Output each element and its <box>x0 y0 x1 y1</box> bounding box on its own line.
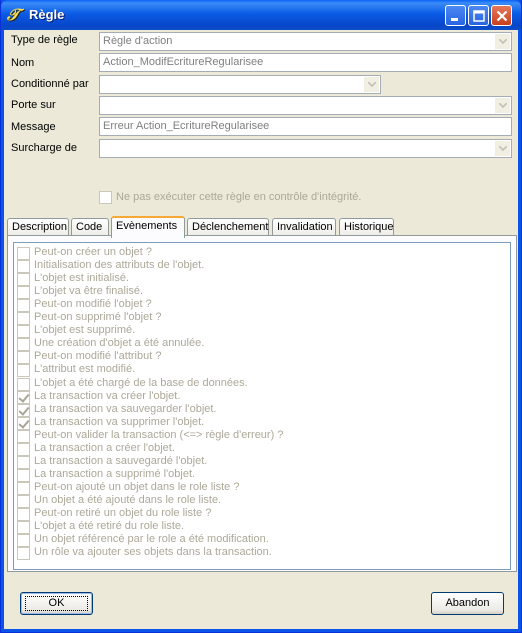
message-value: Erreur Action_EcritureRegularisee <box>103 120 270 132</box>
porte-sur-combo[interactable] <box>99 96 512 115</box>
tab-invalidation-label: Invalidation <box>277 221 333 233</box>
events-checklist[interactable] <box>13 242 511 570</box>
chevron-down-icon <box>499 103 507 108</box>
tab-historique-label: Historique <box>344 221 394 233</box>
event-checkbox[interactable] <box>17 338 30 351</box>
event-checkbox[interactable] <box>17 247 30 260</box>
close-icon <box>496 10 508 22</box>
event-label: Peut-on modifié l'objet ? <box>34 298 152 311</box>
ok-button-label: OK <box>48 597 65 609</box>
nom-field[interactable] <box>99 53 512 72</box>
conditionne-par-dropdown-arrow[interactable] <box>364 77 379 92</box>
event-checkbox[interactable] <box>17 391 30 404</box>
focus-rectangle <box>25 596 88 611</box>
event-checkbox[interactable] <box>17 456 30 469</box>
event-label: L'objet a été retiré du role liste. <box>34 520 185 533</box>
chevron-down-icon <box>368 82 376 87</box>
event-label: L'objet est initialisé. <box>34 272 130 285</box>
event-checkbox[interactable] <box>17 521 30 534</box>
abandon-button[interactable] <box>431 592 504 615</box>
event-label: Peut-on créer un objet ? <box>34 246 153 258</box>
type-regle-dropdown-arrow[interactable] <box>495 34 510 49</box>
maximize-button[interactable] <box>468 5 489 26</box>
app-logo-icon: 𝒯 <box>7 5 20 24</box>
maximize-icon <box>473 10 485 22</box>
dialog-content <box>4 30 518 629</box>
event-checkbox[interactable] <box>17 534 30 547</box>
event-checkbox[interactable] <box>17 495 30 508</box>
event-checkbox[interactable] <box>17 260 30 273</box>
event-checkbox[interactable] <box>17 482 30 495</box>
abandon-button-label: Abandon <box>445 597 490 609</box>
type-regle-label: Type de règle <box>11 34 78 46</box>
tab-evenements-label: Evènements <box>116 220 178 232</box>
event-label: Peut-on supprimé l'objet ? <box>34 311 162 324</box>
event-label: Peut-on retiré un objet du role liste ? <box>34 507 212 519</box>
event-label: La transaction va supprimer l'objet. <box>34 415 205 428</box>
event-label: La transaction a supprimé l'objet. <box>34 467 196 480</box>
event-label: La transaction va créer l'objet. <box>34 389 181 402</box>
event-label: Une création d'objet a été annulée. <box>34 337 205 350</box>
tab-evenements[interactable] <box>111 216 185 238</box>
event-label: Un rôle va ajouter ses objets dans la transaction. <box>34 546 272 559</box>
event-label: Peut-on modifié l'attribut ? <box>34 350 162 363</box>
type-regle-value: Règle d'action <box>103 35 173 47</box>
event-checkbox[interactable] <box>17 364 30 377</box>
minimize-icon <box>450 10 462 22</box>
event-checkbox[interactable] <box>17 325 30 338</box>
surcharge-de-dropdown-arrow[interactable] <box>495 141 510 156</box>
conditionne-par-combo[interactable] <box>99 75 381 94</box>
event-label: L'objet a été chargé de la base de données. <box>34 376 248 389</box>
event-checkbox[interactable] <box>17 430 30 443</box>
event-label: Initialisation des attributs de l'objet. <box>34 259 205 272</box>
event-checkbox[interactable] <box>17 378 30 391</box>
event-checkbox[interactable] <box>17 299 30 312</box>
type-regle-combo[interactable] <box>99 32 512 51</box>
close-button[interactable] <box>491 5 512 26</box>
event-checkbox[interactable] <box>17 443 30 456</box>
window-title: Règle <box>29 7 65 22</box>
event-label: L'objet est supprimé. <box>34 324 136 337</box>
event-label: Peut-on ajouté un objet dans le role liste ? <box>34 480 240 493</box>
event-checkbox[interactable] <box>17 508 30 521</box>
tab-declenchement-label: Déclenchement <box>192 221 269 233</box>
event-label: La transaction a sauvegardé l'objet. <box>34 454 208 467</box>
event-label: Peut-on valider la transaction (<=> règle d'erreur) ? <box>34 428 284 441</box>
event-checkbox[interactable] <box>17 547 30 560</box>
message-field[interactable] <box>99 117 512 136</box>
event-label: La transaction va sauvegarder l'objet. <box>34 402 217 415</box>
surcharge-de-combo[interactable] <box>99 139 512 158</box>
event-label: L'attribut est modifié. <box>34 363 136 376</box>
chevron-down-icon <box>499 39 507 44</box>
event-checkbox[interactable] <box>17 417 30 430</box>
nom-value: Action_ModifEcritureRegularisee <box>103 56 264 68</box>
ok-button[interactable] <box>20 592 93 615</box>
event-label: Un objet a été ajouté dans le role liste. <box>34 493 222 506</box>
event-label: L'objet va être finalisé. <box>34 285 144 298</box>
evenements-panel <box>7 235 517 572</box>
porte-sur-dropdown-arrow[interactable] <box>495 98 510 113</box>
title-bar[interactable] <box>1 0 521 30</box>
nom-label: Nom <box>11 57 35 69</box>
event-checkbox[interactable] <box>17 469 30 482</box>
surcharge-de-label: Surcharge de <box>11 142 78 154</box>
event-label: Un objet référencé par le role a été modification. <box>34 533 269 546</box>
message-label: Message <box>11 121 56 133</box>
porte-sur-label: Porte sur <box>11 99 56 111</box>
ne-pas-executer-label: Ne pas exécuter cette règle en contrôle d'intégrité. <box>116 191 362 203</box>
event-checkbox[interactable] <box>17 286 30 299</box>
event-checkbox[interactable] <box>17 404 30 417</box>
event-checkbox[interactable] <box>17 312 30 325</box>
event-checkbox[interactable] <box>17 351 30 364</box>
ne-pas-executer-checkbox[interactable] <box>99 191 112 204</box>
chevron-down-icon <box>499 146 507 151</box>
minimize-button[interactable] <box>445 5 466 26</box>
event-label: La transaction a créer l'objet. <box>34 441 175 454</box>
conditionne-par-label: Conditionné par <box>11 78 89 90</box>
tab-code-label: Code <box>76 221 103 233</box>
event-checkbox[interactable] <box>17 273 30 286</box>
tab-description-label: Description <box>12 221 68 233</box>
